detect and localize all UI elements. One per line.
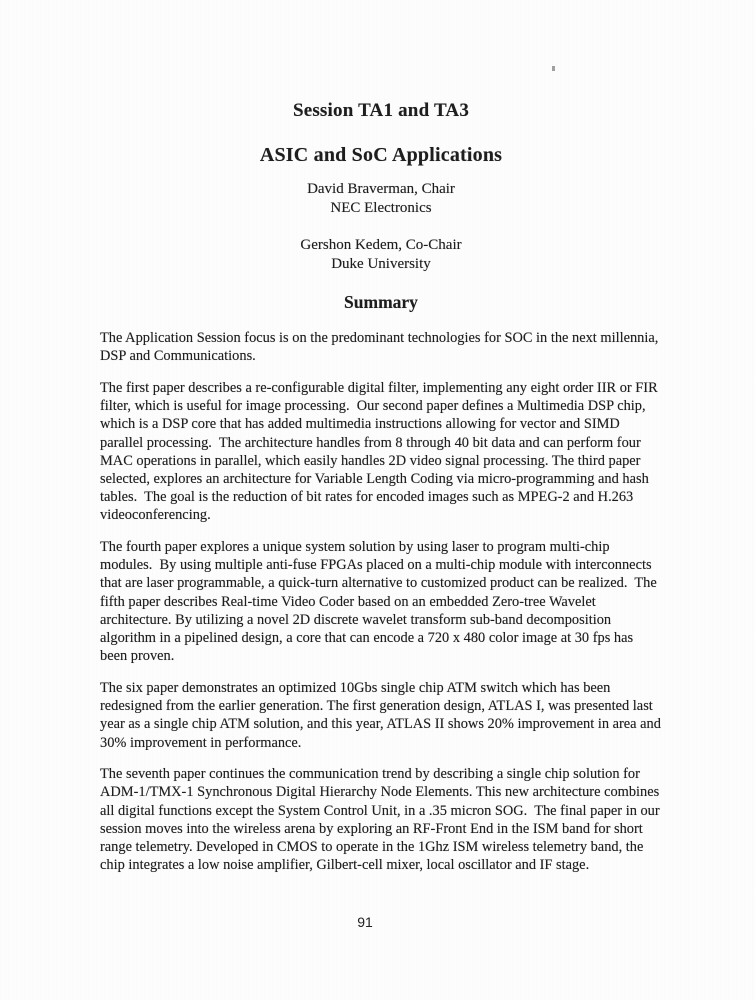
chair-affiliation: NEC Electronics [330, 200, 432, 216]
summary-paragraph-3: The fourth paper explores a unique system solution by using laser to program multi-chip modules. By using multiple anti-fuse FPGAs placed on a multi-chip module with interconnects that are laser programmable, a quick-turn alternative to customized product can be realized. The fifth paper describes Real-time Video Coder based on an embedded Zero-tree Wavelet architecture. By utilizing a novel 2D discrete wavelet transform sub-band decomposition algorithm in a pipelined design, a core that can encode a 720 x 480 color image at 30 fps has been proven. [100, 539, 661, 665]
summary-heading: Summary [344, 292, 418, 312]
chair-block [100, 180, 662, 218]
summary-body [100, 329, 665, 874]
co-chair-name: Gershon Kedem, Co-Chair [300, 237, 462, 253]
page-content [100, 100, 665, 888]
scan-artifact-speck [552, 66, 555, 71]
co-chair-block [100, 236, 662, 274]
summary-paragraph-2: The first paper describes a re-configurable digital filter, implementing any eight order IIR or FIR filter, which is useful for image processing. Our second paper defines a Multimedia DSP chip, which is a DSP core that has added multimedia instructions allowing for vector and SIMD parallel processing. The architecture handles from 8 through 40 bit data and can perform four MAC operations in parallel, which easily handles 2D video signal processing. The third paper selected, explores an architecture for Variable Length Coding via micro-programming and hash tables. The goal is the reduction of bit rates for encoded images such as MPEG-2 and H.263 videoconferencing. [100, 379, 662, 524]
summary-paragraph-1: The Application Session focus is on the predominant technologies for SOC in the next millennia, DSP and Communications. [100, 330, 662, 365]
session-title: Session TA1 and TA3 [292, 100, 470, 121]
summary-paragraph-4: The six paper demonstrates an optimized 10Gbs single chip ATM switch which has been redesigned from the earlier generation. The first generation design, ATLAS I, was presented last year as a single chip ATM solution, and this year, ATLAS II shows 20% improvement in area and 30% improvement in performance. [100, 679, 665, 751]
page-number: 91 [357, 914, 373, 930]
co-chair-affiliation: Duke University [331, 256, 431, 272]
summary-paragraph-5: The seventh paper continues the communication trend by describing a single chip solution for ADM-1/TMX-1 Synchronous Digital Hierarchy Node Elements. This new architecture combines all digital functions except the System Control Unit, in a .35 micron SOG. The final paper in our session moves into the wireless arena by exploring an RF-Front End in the ISM band for short range telemetry. Developed in CMOS to operate in the 1Ghz ISM wireless telemetry band, the chip integrates a low noise amplifier, Gilbert-cell mixer, local oscillator and IF stage. [100, 766, 664, 874]
chair-name: David Braverman, Chair [307, 181, 455, 197]
session-subtitle: ASIC and SoC Applications [259, 144, 503, 166]
